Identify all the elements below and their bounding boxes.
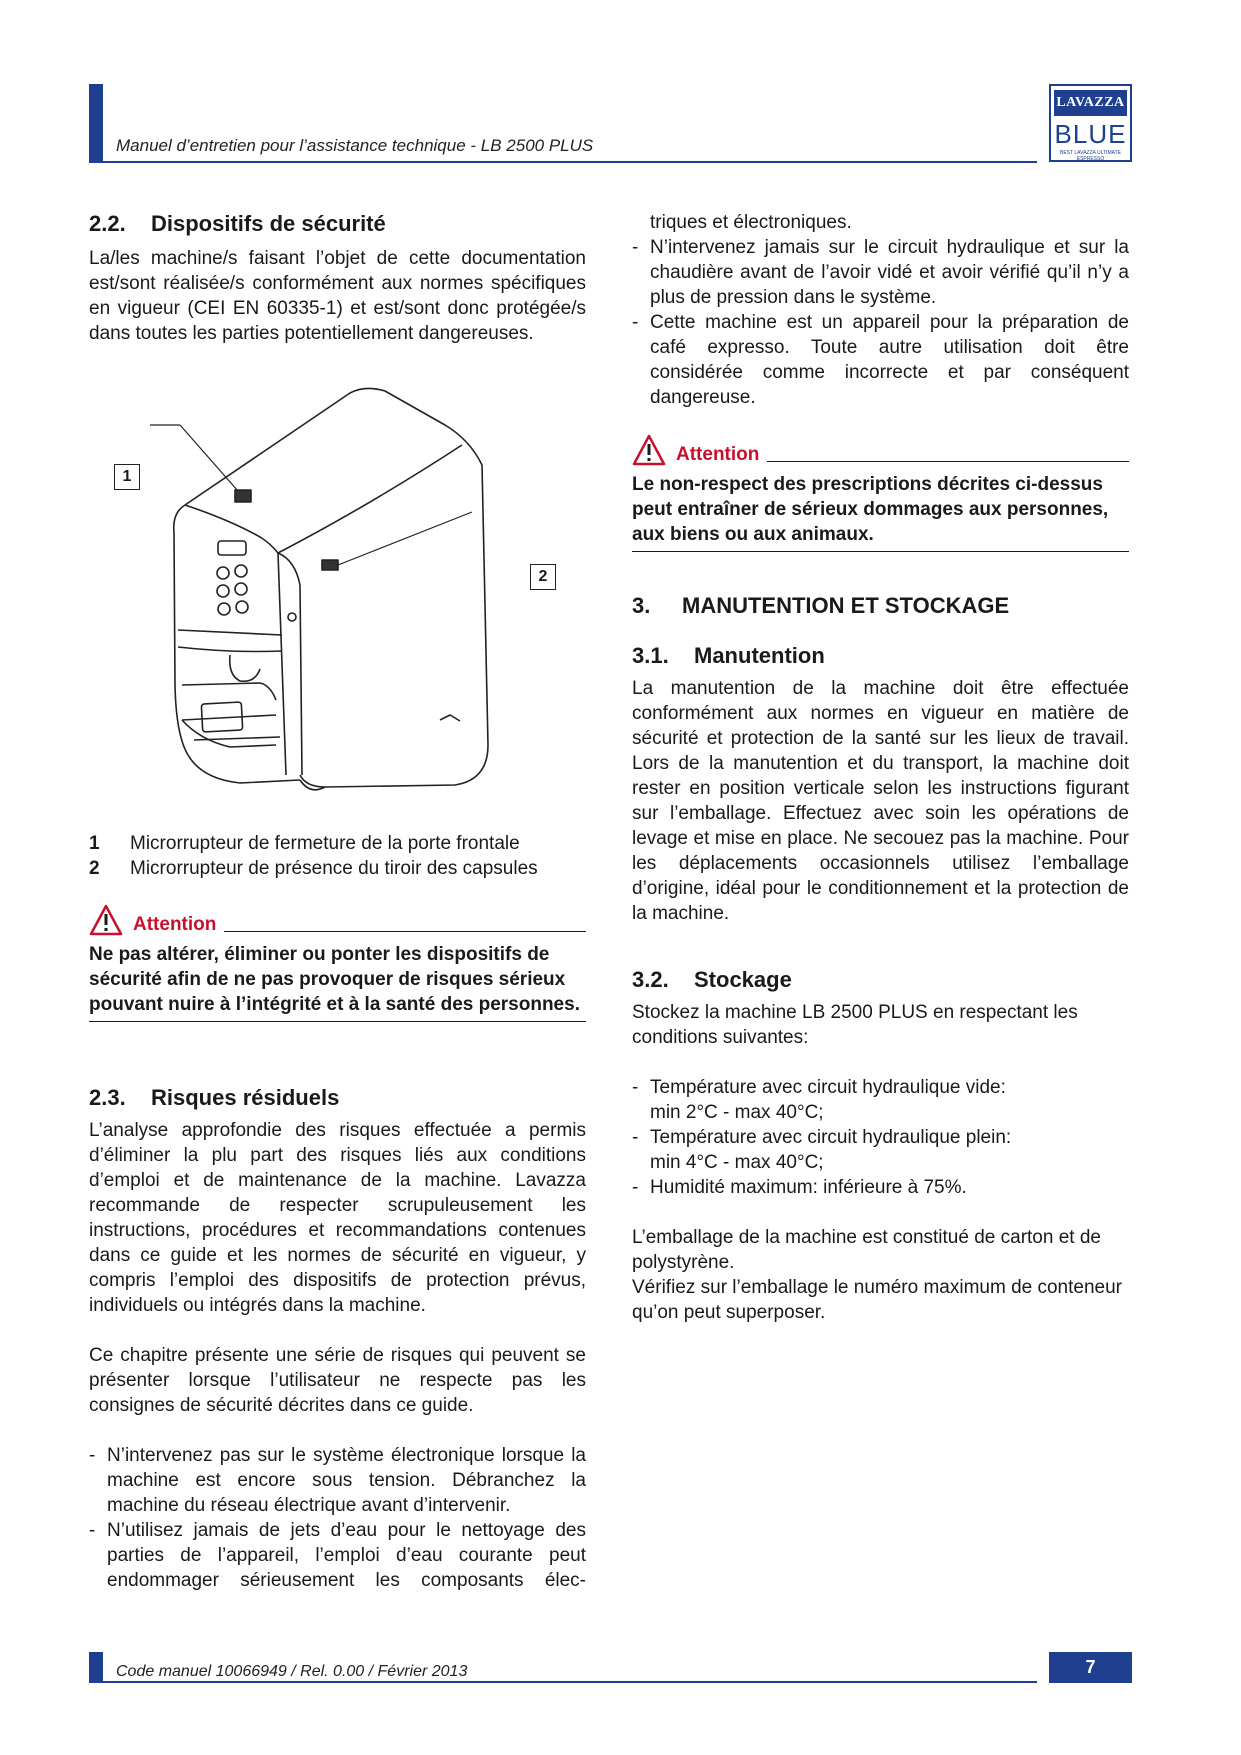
footer-accent-bar (89, 1652, 103, 1682)
section-2-3-paragraph-2: Ce chapitre présente une série de risques qui peuvent se présenter lorsque l’utilisateur ne respecte pas les consignes de sécurité décrites dans ce guide. (89, 1345, 586, 1416)
section-3-2 (632, 966, 1129, 1325)
legend-item: 2 Microrrupteur de présence du tiroir des capsules (89, 858, 538, 879)
section-3-2-paragraph-3: Vérifiez sur l’emballage le numéro maximum de conteneur qu’on peut superposer. (632, 1277, 1123, 1323)
section-2-3-heading: 2.3. Risques résiduels (89, 1085, 340, 1110)
list-item-continued: triques et électroniques. (650, 212, 852, 233)
list-item: - Température avec circuit hydraulique plein: min 4°C - max 40°C; (632, 1127, 1012, 1173)
attention-box-1 (89, 902, 586, 1022)
callout-1: 1 (114, 464, 140, 490)
header-accent-bar (89, 84, 103, 162)
section-3-2-paragraph-2: L’emballage de la machine est constitué de carton et de polystyrène. (632, 1227, 1101, 1273)
figure-legend (89, 831, 586, 881)
list-item: - N’intervenez jamais sur le circuit hydraulique et sur la chaudière avant de l’avoir vidé et avoir vérifié qu’il n’y a plus de pression dans le système. (632, 237, 1129, 308)
warning-triangle-icon (632, 434, 666, 466)
list-item: - Température avec circuit hydraulique vide: min 2°C - max 40°C; (632, 1077, 1006, 1123)
section-3-1-heading: 3.1. Manutention (632, 643, 825, 668)
warning-triangle-icon (89, 904, 123, 936)
list-item: - Humidité maximum: inférieure à 75%. (632, 1177, 967, 1198)
list-item: - Cette machine est un appareil pour la préparation de café expresso. Toute autre utilisation doit être considérée comme incorrecte et par conséquent dangereuse. (632, 312, 1129, 408)
footer-manual-code: Code manuel 10066949 / Rel. 0.00 / Février 2013 (116, 1663, 468, 1680)
left-column (89, 210, 586, 346)
section-2-3-paragraph-1: L’analyse approfondie des risques effectuée a permis d’éliminer la plu part des risques liés aux conditions d’emploi et de maintenance de la machine. Lavazza recommande de respecter scrupuleusement les instructions, procédures et recommandations contenues dans ce guide et les normes de sécurité en vigueur, y compris l’emploi des dispositifs de protection prévus, individuels ou intégrés dans la machine. (89, 1120, 586, 1316)
attention-box-2 (632, 432, 1129, 552)
legend-item: 1 Microrrupteur de fermeture de la porte frontale (89, 833, 520, 854)
attention-label: Attention (676, 444, 760, 465)
attention-text: Le non-respect des prescriptions décrites ci-dessus peut entraîner de sérieux dommages aux personnes, aux biens ou aux animaux. (632, 466, 1129, 552)
section-2-3 (89, 1084, 586, 1593)
list-item: - N’intervenez pas sur le système électronique lorsque la machine est encore sous tension. Débranchez la machine du réseau électrique avant d’intervenir. (89, 1445, 586, 1516)
machine-illustration (110, 385, 580, 815)
attention-text: Ne pas altérer, éliminer ou ponter les dispositifs de sécurité afin de ne pas provoquer de risques sérieux pouvant nuire à l’intégrité et à la santé des personnes. (89, 936, 586, 1022)
section-3-heading: 3. MANUTENTION ET STOCKAGE (632, 593, 1010, 618)
logo-tagline: BEST LAVAZZA ULTIMATE ESPRESSO (1060, 150, 1121, 162)
header-rule (89, 161, 1037, 163)
section-3-2-intro: Stockez la machine LB 2500 PLUS en respectant les conditions suivantes: (632, 1002, 1078, 1048)
header-title: Manuel d’entretien pour l’assistance technique - LB 2500 PLUS (116, 136, 594, 155)
logo-blue-text: BLUE (1054, 119, 1127, 149)
section-3-1-body: La manutention de la machine doit être effectuée conformément aux normes en vigueur en matière de sécurité et protection de la santé sur les lieux de travail. Lors de la manutention et du transport, la machine doit rester en position verticale selon les instructions figurant sur l’emballage. Effectuez avec soin les opérations de levage et mise en place. Ne secouez pas la machine. Pour les déplacements occasionnels utilisez l’emballage d’origine, idéal pour le conditionnement et la protection de la machine. (632, 678, 1129, 924)
lavazza-blue-logo (1049, 84, 1132, 162)
page-number: 7 (1049, 1652, 1132, 1683)
attention-label: Attention (133, 914, 217, 935)
section-2-2-heading: 2.2. Dispositifs de sécurité (89, 211, 386, 236)
callout-2: 2 (530, 564, 556, 590)
section-3 (632, 592, 1129, 926)
coffee-machine-figure (110, 385, 580, 815)
footer-rule (89, 1681, 1037, 1683)
section-3-2-heading: 3.2. Stockage (632, 967, 792, 992)
section-2-2-body: La/les machine/s faisant l’objet de cette documentation est/sont réalisée/s conformément aux normes spécifiques en vigueur (CEI EN 60335-1) et est/sont donc protégée/s dans toutes les parties potentiellement dangereuses. (89, 248, 586, 344)
logo-wordmark: LAVAZZA (1054, 90, 1127, 116)
right-column (632, 210, 1129, 410)
list-item: - N’utilisez jamais de jets d’eau pour le nettoyage des parties de l’appareil, l’emploi d’eau courante peut endommager sérieusement les composants élec- (89, 1520, 586, 1591)
